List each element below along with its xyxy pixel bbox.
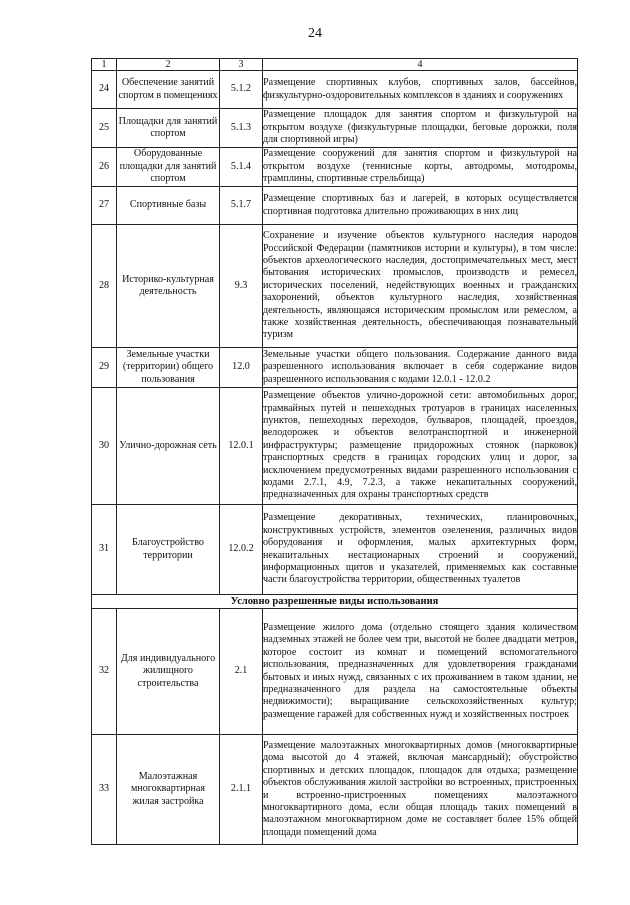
use-type-code: 2.1.1	[220, 735, 263, 845]
use-type-description: Размещение площадок для занятия спортом и физкультурой на открытом воздухе (физкультурные площадки, беговые дорожки, поля для спортивной игры)	[263, 109, 578, 148]
table-row	[92, 187, 578, 225]
land-use-table	[91, 58, 578, 845]
table-row	[92, 505, 578, 595]
page-number: 24	[308, 26, 322, 41]
use-type-name: Историко-культурная деятельность	[117, 225, 220, 348]
header-col-3: 3	[220, 59, 263, 71]
use-type-code: 2.1	[220, 609, 263, 735]
header-col-2: 2	[117, 59, 220, 71]
row-number: 31	[92, 505, 117, 595]
use-type-name: Малоэтажная многоквартирная жилая застройка	[117, 735, 220, 845]
table-row	[92, 71, 578, 109]
row-number: 30	[92, 388, 117, 505]
use-type-code: 5.1.2	[220, 71, 263, 109]
table-row	[92, 109, 578, 148]
use-type-description: Земельные участки общего пользования. Содержание данного вида разрешенного использования включает в себя содержание видов разрешенного использования с кодами 12.0.1 - 12.0.2	[263, 348, 578, 388]
use-type-description: Размещение малоэтажных многоквартирных домов (многоквартирные дома высотой до 4 этажей, включая мансардный); обустройство спортивных и детских площадок, площадок для отдыха; размещение объектов обслуживания жилой застройки во встроенных, пристроенных и встроенно-пристроенных помещениях малоэтажного многоквартирного дома, если общая площадь таких помещений в малоэтажном многоквартирном доме не составляет более 15% общей площади помещений дома	[263, 735, 578, 845]
use-type-name: Оборудованные площадки для занятий спортом	[117, 148, 220, 187]
use-type-code: 9.3	[220, 225, 263, 348]
row-number: 29	[92, 348, 117, 388]
header-col-4: 4	[263, 59, 578, 71]
table-row	[92, 388, 578, 505]
use-type-name: Для индивидуального жилищного строительства	[117, 609, 220, 735]
row-number: 33	[92, 735, 117, 845]
use-type-code: 5.1.7	[220, 187, 263, 225]
use-type-code: 5.1.4	[220, 148, 263, 187]
table-row	[92, 735, 578, 845]
use-type-name: Спортивные базы	[117, 187, 220, 225]
row-number: 25	[92, 109, 117, 148]
use-type-description: Размещение декоративных, технических, планировочных, конструктивных устройств, элементов озеленения, различных видов оборудования и оформления, малых архитектурных форм, некапитальных нестационарных строений и сооружений, информационных щитов и указателей, применяемых как составные части благоустройства территории, общественных туалетов	[263, 505, 578, 595]
use-type-description: Размещение спортивных клубов, спортивных залов, бассейнов, физкультурно-оздоровительных комплексов в зданиях и сооружениях	[263, 71, 578, 109]
use-type-description: Размещение жилого дома (отдельно стоящего здания количеством надземных этажей не более чем три, высотой не более двадцати метров, которое состоит из комнат и помещений вспомогательного использования, предназначенных для удовлетворения гражданами бытовых и иных нужд, связанных с их проживанием в таком здании, не предназначенного для раздела на самостоятельные объекты недвижимости); выращивание сельскохозяйственных культур; размещение гаражей для собственных нужд и хозяйственных построек	[263, 609, 578, 735]
section-heading-row	[92, 595, 578, 609]
use-type-name: Обеспечение занятий спортом в помещениях	[117, 71, 220, 109]
table-row	[92, 609, 578, 735]
table-row	[92, 225, 578, 348]
section-title: Условно разрешенные виды использования	[92, 595, 578, 609]
header-col-1: 1	[92, 59, 117, 71]
use-type-name: Улично-дорожная сеть	[117, 388, 220, 505]
table-row	[92, 348, 578, 388]
row-number: 24	[92, 71, 117, 109]
use-type-description: Размещение сооружений для занятия спортом и физкультурой на открытом воздухе (теннисные корты, автодромы, мотодромы, трамплины, спортивные стрельбища)	[263, 148, 578, 187]
row-number: 26	[92, 148, 117, 187]
use-type-code: 12.0.1	[220, 388, 263, 505]
use-type-name: Земельные участки (территории) общего пользования	[117, 348, 220, 388]
row-number: 28	[92, 225, 117, 348]
row-number: 32	[92, 609, 117, 735]
use-type-description: Размещение спортивных баз и лагерей, в которых осуществляется спортивная подготовка длительно проживающих в них лиц	[263, 187, 578, 225]
table-row	[92, 148, 578, 187]
table-header-row	[92, 59, 578, 71]
use-type-code: 5.1.3	[220, 109, 263, 148]
use-type-code: 12.0	[220, 348, 263, 388]
use-type-description: Сохранение и изучение объектов культурного наследия народов Российской Федерации (памятников истории и культуры), в том числе: объектов археологического наследия, достопримечательных мест, мест бытования исторических промыслов, производств и ремесел, исторических поселений, недействующих военных и гражданских захоронений, объектов культурного наследия, хозяйственная деятельность, являющаяся историческим промыслом или ремеслом, а также хозяйственная деятельность, обеспечивающая познавательный туризм	[263, 225, 578, 348]
use-type-name: Благоустройство территории	[117, 505, 220, 595]
use-type-name: Площадки для занятий спортом	[117, 109, 220, 148]
row-number: 27	[92, 187, 117, 225]
use-type-code: 12.0.2	[220, 505, 263, 595]
use-type-description: Размещение объектов улично-дорожной сети: автомобильных дорог, трамвайных путей и пешеходных тротуаров в границах населенных пунктов, пешеходных переходов, бульваров, площадей, проездов, велодорожек и объектов велотранспортной и инженерной инфраструктуры; размещение придорожных стоянок (парковок) транспортных средств в границах городских улиц и дорог, за исключением предусмотренных видами разрешенного использования с кодами 2.7.1, 4.9, 7.2.3, а также некапитальных сооружений, предназначенных для охраны транспортных средств	[263, 388, 578, 505]
